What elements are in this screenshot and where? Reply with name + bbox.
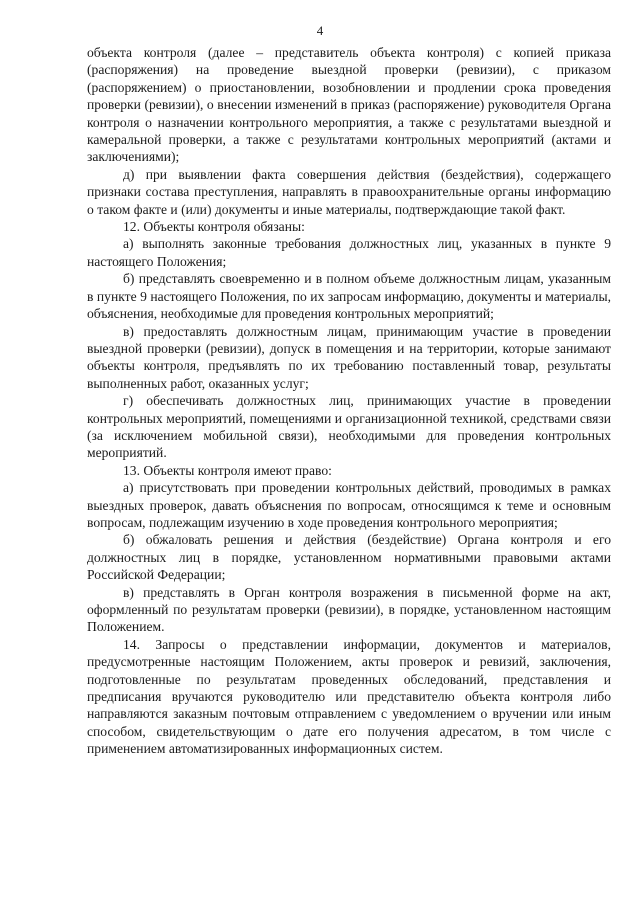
paragraph-11d: д) при выявлении факта совершения действия (бездействия), содержащего признаки состава преступления, направлять в правоохранительные органы информацию о таком факте и (или) документы и иные материалы, подтверждающие такой факт. bbox=[87, 166, 611, 217]
paragraph-12a: а) выполнять законные требования должностных лиц, указанных в пункте 9 настоящего Положения; bbox=[87, 236, 611, 269]
paragraph-13b: б) обжаловать решения и действия (бездействие) Органа контроля и его должностных лиц в порядке, установленном нормативными правовыми актами Российской Федерации; bbox=[87, 532, 611, 583]
paragraph-12-heading: 12. Объекты контроля обязаны: bbox=[123, 219, 305, 235]
paragraph-14: 14. Запросы о представлении информации, документов и материалов, предусмотренные настоящим Положением, акты проверок и ревизий, заключения, подготовленные по результатам проведенных обследований, представления и предписания вручаются руководителю или представителю объекта контроля либо направляются заказным почтовым отправлением с уведомлением о вручении или иным способом, свидетельствующим о дате его получения адресатом, в том числе с применением автоматизированных информационных систем. bbox=[87, 636, 611, 757]
paragraph-13a: а) присутствовать при проведении контрольных действий, проводимых в рамках выездных проверок, давать объяснения по вопросам, относящимся к теме и основным вопросам, подлежащим изучению в ходе проведения контрольного мероприятия; bbox=[87, 480, 611, 530]
paragraph-12v: в) предоставлять должностным лицам, принимающим участие в проведении выездной проверки (ревизии), допуск в помещения и на территории, которые занимают объекты контроля, предъявлять по их требованию поставленный товар, результаты выполненных работ, оказанных услуг; bbox=[87, 323, 611, 391]
paragraph-continuation: объекта контроля (далее – представитель объекта контроля) с копией приказа (распоряжения) на проведение выездной проверки (ревизии), с приказом (распоряжением) о приостановлении, возобновлении и продлении срока проведения проверки (ревизии), о внесении изменений в приказ (распоряжение) руководителя Органа контроля о назначении контрольного мероприятия, а также с результатами выездной и камеральной проверки, а также с результатами контрольных мероприятий (актами и заключениями); bbox=[87, 45, 611, 165]
paragraph-12g: г) обеспечивать должностных лиц, принимающих участие в проведении контрольных мероприятий, помещениями и организационной техникой, средствами связи (за исключением мобильной связи), необходимыми для проведения контрольных мероприятий. bbox=[87, 393, 611, 461]
page-number: 4 bbox=[316, 23, 324, 38]
paragraph-12b: б) представлять своевременно и в полном объеме должностным лицам, указанным в пункте 9 настоящего Положения, по их запросам информацию, документы и материалы, объяснения, необходимые для проведения контрольных мероприятий; bbox=[87, 271, 611, 322]
paragraph-13v: в) представлять в Орган контроля возражения в письменной форме на акт, оформленный по результатам проверки (ревизии), в порядке, установленном настоящим Положением. bbox=[87, 584, 611, 635]
paragraph-13-heading: 13. Объекты контроля имеют право: bbox=[123, 462, 332, 478]
document-body bbox=[87, 44, 611, 758]
